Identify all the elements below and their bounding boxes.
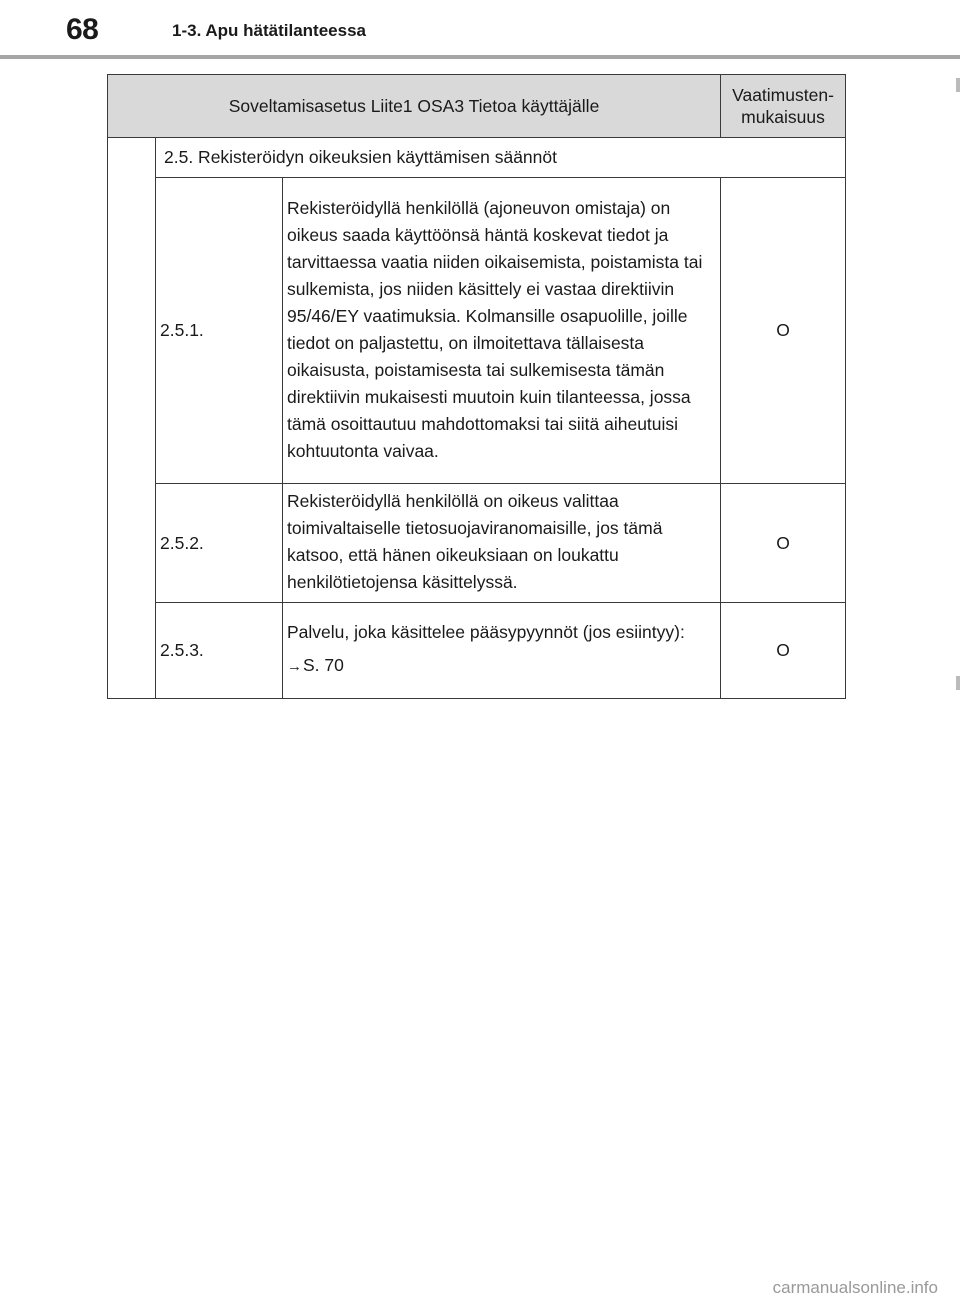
row-number: 2.5.2. [156, 484, 283, 603]
compliance-table [107, 74, 846, 699]
table-subheading-row [108, 138, 846, 178]
table-row [108, 484, 846, 603]
table-head-main: Soveltamisasetus Liite1 OSA3 Tietoa käyttäjälle [108, 75, 721, 138]
row-text: Rekisteröidyllä henkilöllä on oikeus valittaa toimivaltaiselle tietosuojaviranomaisille, jos tämä katsoo, että hänen oikeuksiaan on loukattu henkilötietojensa käsittelyssä. [283, 484, 721, 603]
table-subheading: 2.5. Rekisteröidyn oikeuksien käyttämisen säännöt [156, 138, 846, 178]
section-title: 1-3. Apu hätätilanteessa [172, 21, 366, 40]
table-head-compliance-line1: Vaatimusten- [732, 85, 834, 105]
arrow-right-icon: → [287, 658, 302, 675]
row-text: Palvelu, joka käsittelee pääsypyynnöt (jos esiintyy): [287, 622, 685, 642]
page-header [0, 0, 960, 60]
page-reference-text: S. 70 [303, 655, 344, 675]
row-compliance-mark: O [721, 178, 846, 484]
row-text-cell [283, 603, 721, 699]
row-compliance-mark: O [721, 603, 846, 699]
row-number: 2.5.1. [156, 178, 283, 484]
table-row [108, 603, 846, 699]
header-rule [0, 55, 960, 59]
page-number: 68 [66, 13, 99, 46]
watermark: carmanualsonline.info [772, 1278, 938, 1297]
table-spacer-cell [108, 138, 156, 699]
edge-tick-bottom [956, 676, 960, 690]
table-row [108, 178, 846, 484]
row-compliance-mark: O [721, 484, 846, 603]
row-number: 2.5.3. [156, 603, 283, 699]
row-text: Rekisteröidyllä henkilöllä (ajoneuvon omistaja) on oikeus saada käyttöönsä häntä koskevat tiedot ja tarvittaessa vaatia niiden oikaisemista, poistamista tai sulkemista, jos niiden käsittely ei vastaa direktiivin 95/46/EY vaatimuksia. Kolmansille osapuolille, joille tiedot on paljastettu, on ilmoitettava tällaisesta oikaisusta, poistamisesta tai sulkemisesta tämän direktiivin mukaisesti muutoin kuin tilanteessa, jossa tämä osoittautuu mahdottomaksi tai siitä aiheutuisi kohtuutonta vaivaa. [283, 178, 721, 484]
table-head-compliance-line2: mukaisuus [741, 107, 825, 127]
page-reference[interactable] [287, 652, 716, 680]
table-header-row [108, 75, 846, 138]
edge-tick-top [956, 78, 960, 92]
table-head-compliance [721, 75, 846, 138]
